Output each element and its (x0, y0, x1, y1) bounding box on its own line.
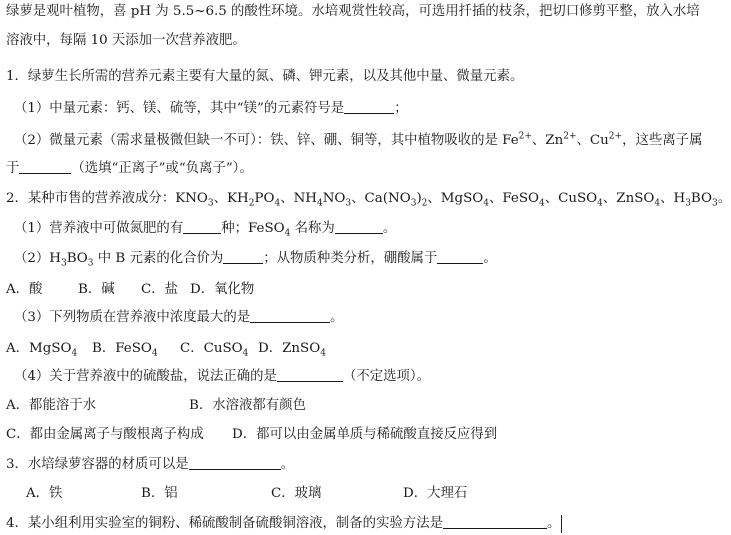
q4-stem-text: 4．某小组利用实验室的铜粉、稀硫酸制备硫酸铜溶液，制备的实验方法是 (6, 516, 444, 531)
q2-p2-a: （2）H (14, 251, 61, 266)
sub: 4 (483, 198, 489, 209)
q2-p2-blank-2[interactable] (437, 249, 483, 264)
sub: 4 (242, 348, 249, 359)
q2-p2-a2: BO (66, 251, 88, 266)
sub: 3 (87, 258, 94, 269)
question-1-stem: 1．绿萝生长所需的营养元素主要有大量的氮、磷、钾元素，以及其他中量、微量元素。 (6, 69, 524, 84)
q2-p4-option-d: D．都可以由金属单质与稀硫酸直接反应得到 (232, 427, 498, 442)
q2-p2-b: 中 B 元素的化合价为 (93, 251, 224, 266)
q3-option-c: C．玻璃 (271, 486, 322, 501)
q2-p2-end: 。 (483, 251, 497, 266)
q2-stem-end: 。 (717, 191, 731, 206)
q2-stem-f: 、FeSO (488, 191, 539, 206)
q2-p2-option-a: A．酸 (6, 282, 43, 297)
sub: 4 (654, 198, 661, 209)
q4-end: 。 (547, 516, 561, 531)
q1-part1-text: （1）中量元素：钙、镁、硫等，其中“镁”的元素符号是 (14, 101, 345, 116)
q3-stem-text: 3．水培绿萝容器的材质可以是 (6, 457, 189, 472)
q1-part2-blank[interactable] (19, 159, 71, 174)
sub: 4 (597, 198, 603, 209)
q2-p1-blank-1[interactable] (183, 219, 221, 234)
q2-stem-g: 、CuSO (544, 191, 598, 206)
q2-p4-option-a: A．都能溶于水 (6, 398, 97, 413)
q2-p4-end: （不定选项）。 (342, 369, 430, 384)
q3-option-b: B．铝 (141, 486, 178, 501)
q2-p1-end: 。 (382, 221, 397, 236)
q2-stem-b: 、KH (213, 191, 249, 206)
question-2-part-3 (14, 308, 344, 328)
cu-charge: 2+ (608, 131, 623, 142)
text-cursor (561, 515, 562, 533)
q2-p2-option-d: D．氧化物 (190, 282, 255, 297)
zn-charge: 2+ (563, 131, 577, 142)
q2-stem-i2: BO (690, 191, 712, 206)
q2-p2-option-b: B．碱 (78, 282, 115, 297)
q2-stem-b2: PO (254, 191, 275, 206)
q2-p1-a: （1）营养液中可做氮肥的有 (14, 221, 184, 236)
sub: 2 (248, 198, 255, 209)
q2-p1-b: 种；FeSO (221, 221, 285, 236)
q2-p3-option-d (258, 339, 326, 359)
intro-line-2: 溶液中，每隔 10 天添加一次营养液肥。 (6, 33, 246, 48)
q2-p4-option-c: C．都由金属离子与酸根离子构成 (6, 427, 204, 442)
q1-part1-end: ； (394, 101, 408, 116)
q2-p3-option-c (180, 339, 248, 359)
question-4-stem (6, 514, 560, 534)
sub: 3 (60, 258, 67, 269)
q2-stem-c2: NO (322, 191, 346, 206)
q2-stem-c: 、NH (280, 191, 317, 206)
q3-end: 。 (280, 457, 294, 472)
question-1-part-2-line-2 (6, 159, 253, 179)
q2-stem-e: 、MgSO (427, 191, 484, 206)
sub: 3 (345, 198, 352, 209)
sub: 4 (539, 198, 545, 209)
sub: 3 (685, 198, 691, 209)
sub: 4 (151, 348, 158, 359)
q4-blank[interactable] (443, 514, 547, 529)
sub: 4 (316, 198, 323, 209)
sub: 4 (284, 228, 291, 239)
q2-stem-d: 、Ca(NO (351, 191, 411, 206)
q2-p3-blank[interactable] (250, 308, 330, 323)
question-2-stem (6, 189, 731, 209)
q2-p1-blank-2[interactable] (335, 219, 383, 234)
q1-part2-sep1: 、Zn (531, 133, 564, 148)
q2-stem-d2: ) (416, 191, 422, 206)
sub: 3 (207, 198, 214, 209)
q2-p2-blank-1[interactable] (223, 249, 263, 264)
q2-p2-option-c: C．盐 (141, 282, 179, 297)
q3-option-d: D．大理石 (403, 486, 468, 501)
question-2-part-4 (14, 367, 430, 387)
q2-stem-a: 2．某种市售的营养液成分：KNO (6, 191, 208, 206)
question-3-stem (6, 455, 294, 475)
q2-p3-option-d-label: D．ZnSO (258, 341, 321, 356)
q2-p3-option-a (6, 339, 77, 359)
fe-charge: 2+ (518, 131, 532, 142)
q2-p3-end: 。 (330, 310, 344, 325)
sub: 4 (320, 348, 326, 359)
question-2-part-1 (14, 219, 396, 239)
q1-part2-text-a: （2）微量元素（需求量极微但缺一不可）：铁、锌、硼、铜等，其中植物吸收的是 Fe (14, 133, 519, 148)
q3-blank[interactable] (189, 455, 281, 470)
q1-part1-blank[interactable] (344, 99, 394, 114)
q2-p3-option-b-label: B．FeSO (92, 341, 152, 356)
q2-stem-i: 、H (660, 191, 686, 206)
q2-p3-option-c-label: C．CuSO (180, 341, 243, 356)
q1-part2-sep2: 、Cu (576, 133, 609, 148)
q2-p1-c: 名称为 (290, 221, 335, 236)
sub: 3 (410, 198, 417, 209)
question-2-part-2 (14, 249, 497, 269)
q1-part2-line2-b: （选填“正离子”或“负离子”）。 (71, 161, 253, 176)
q2-stem-h: 、ZnSO (602, 191, 655, 206)
sub: 4 (71, 348, 78, 359)
q3-option-a: A．铁 (26, 486, 63, 501)
sub: 4 (274, 198, 281, 209)
q2-p3-text: （3）下列物质在营养液中浓度最大的是 (14, 310, 251, 325)
q2-p2-c: ；从物质种类分析，硼酸属于 (263, 251, 438, 266)
q2-p3-option-a-label: A．MgSO (6, 341, 72, 356)
q1-part2-line2-a: 于 (6, 161, 20, 176)
sub: 2 (421, 198, 428, 209)
q2-p4-option-b: B．水溶液都有颜色 (189, 398, 306, 413)
question-1-part-2 (14, 131, 702, 151)
question-1-part-1 (14, 99, 408, 119)
q2-p4-text: （4）关于营养液中的硫酸盐，说法正确的是 (14, 369, 277, 384)
q2-p4-blank[interactable] (277, 367, 343, 382)
q2-p3-option-b (92, 339, 158, 359)
intro-line-1: 绿萝是观叶植物，喜 pH 为 5.5~6.5 的酸性环境。水培观赏性较高，可选用扦插的枝条，把切口修剪平整，放入水培 (6, 4, 700, 19)
sub: 3 (712, 198, 718, 209)
q1-part2-text-b: ，这些离子属 (622, 133, 703, 148)
